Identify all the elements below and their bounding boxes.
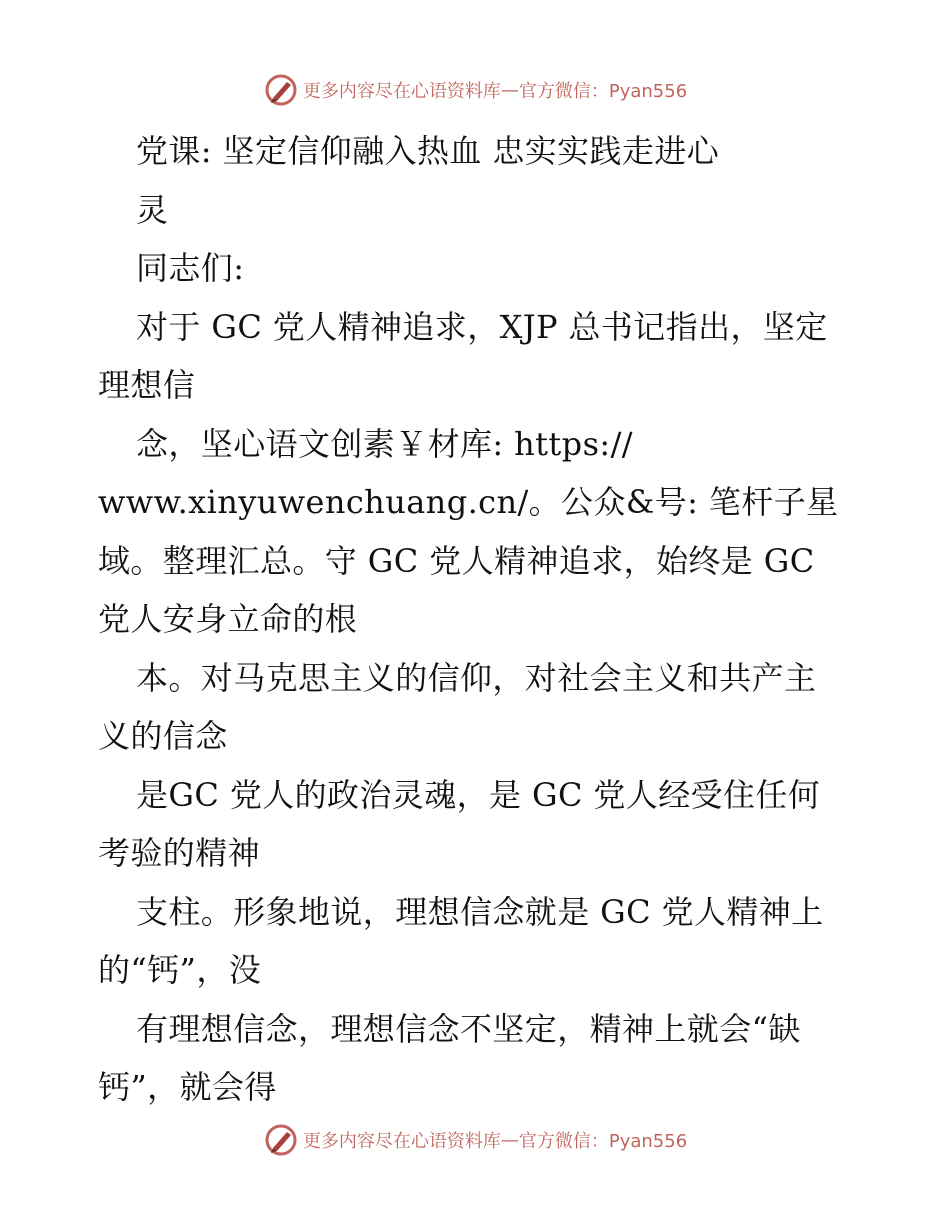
footer-banner <box>0 1120 950 1160</box>
doc-line: 钙”，就会得 <box>98 1068 277 1106</box>
doc-line: 党人安身立命的根 <box>98 600 358 638</box>
doc-line: 灵 <box>136 190 169 229</box>
banner-text: 更多内容尽在心语资料库 <box>302 1131 501 1152</box>
doc-line: 是GC 党人的政治灵魂，是 GC 党人经受住任何 <box>136 775 821 814</box>
doc-line: 支柱。形象地说，理想信念就是 GC 党人精神上 <box>136 892 824 931</box>
doc-line: 考验的精神 <box>98 834 261 872</box>
doc-line: 念，坚心语文创素￥材库: https:// <box>136 424 633 463</box>
doc-line: 的“钙”，没 <box>98 951 262 989</box>
header-banner <box>0 70 950 110</box>
doc-line: 义的信念 <box>98 717 228 755</box>
banner-separator: — <box>500 79 519 101</box>
banner-text: 更多内容尽在心语资料库 <box>302 81 501 102</box>
pen-circle-logo-icon <box>263 72 299 108</box>
doc-line: 同志们: <box>136 249 245 287</box>
doc-line: 本。对马克思主义的信仰，对社会主义和共产主 <box>136 658 817 697</box>
banner-wechat: 官方微信：Pyan556 <box>518 1131 688 1152</box>
banner-wechat: 官方微信：Pyan556 <box>518 81 688 102</box>
doc-line: 域。整理汇总。守 GC 党人精神追求，始终是 GC <box>98 541 815 580</box>
doc-line: 理想信 <box>98 366 196 404</box>
doc-line: 党课: 坚定信仰融入热血 忠实实践走进心 <box>136 132 720 170</box>
banner-separator: — <box>500 1129 519 1151</box>
document-body <box>98 122 858 1117</box>
doc-line: 有理想信念，理想信念不坚定，精神上就会“缺 <box>136 1009 801 1048</box>
doc-line: www.xinyuwenchuang.cn/。公众&号: 笔杆子星 <box>98 483 839 521</box>
pen-circle-logo-icon <box>263 1122 299 1158</box>
doc-line: 对于 GC 党人精神追求，XJP 总书记指出，坚定 <box>136 307 828 346</box>
